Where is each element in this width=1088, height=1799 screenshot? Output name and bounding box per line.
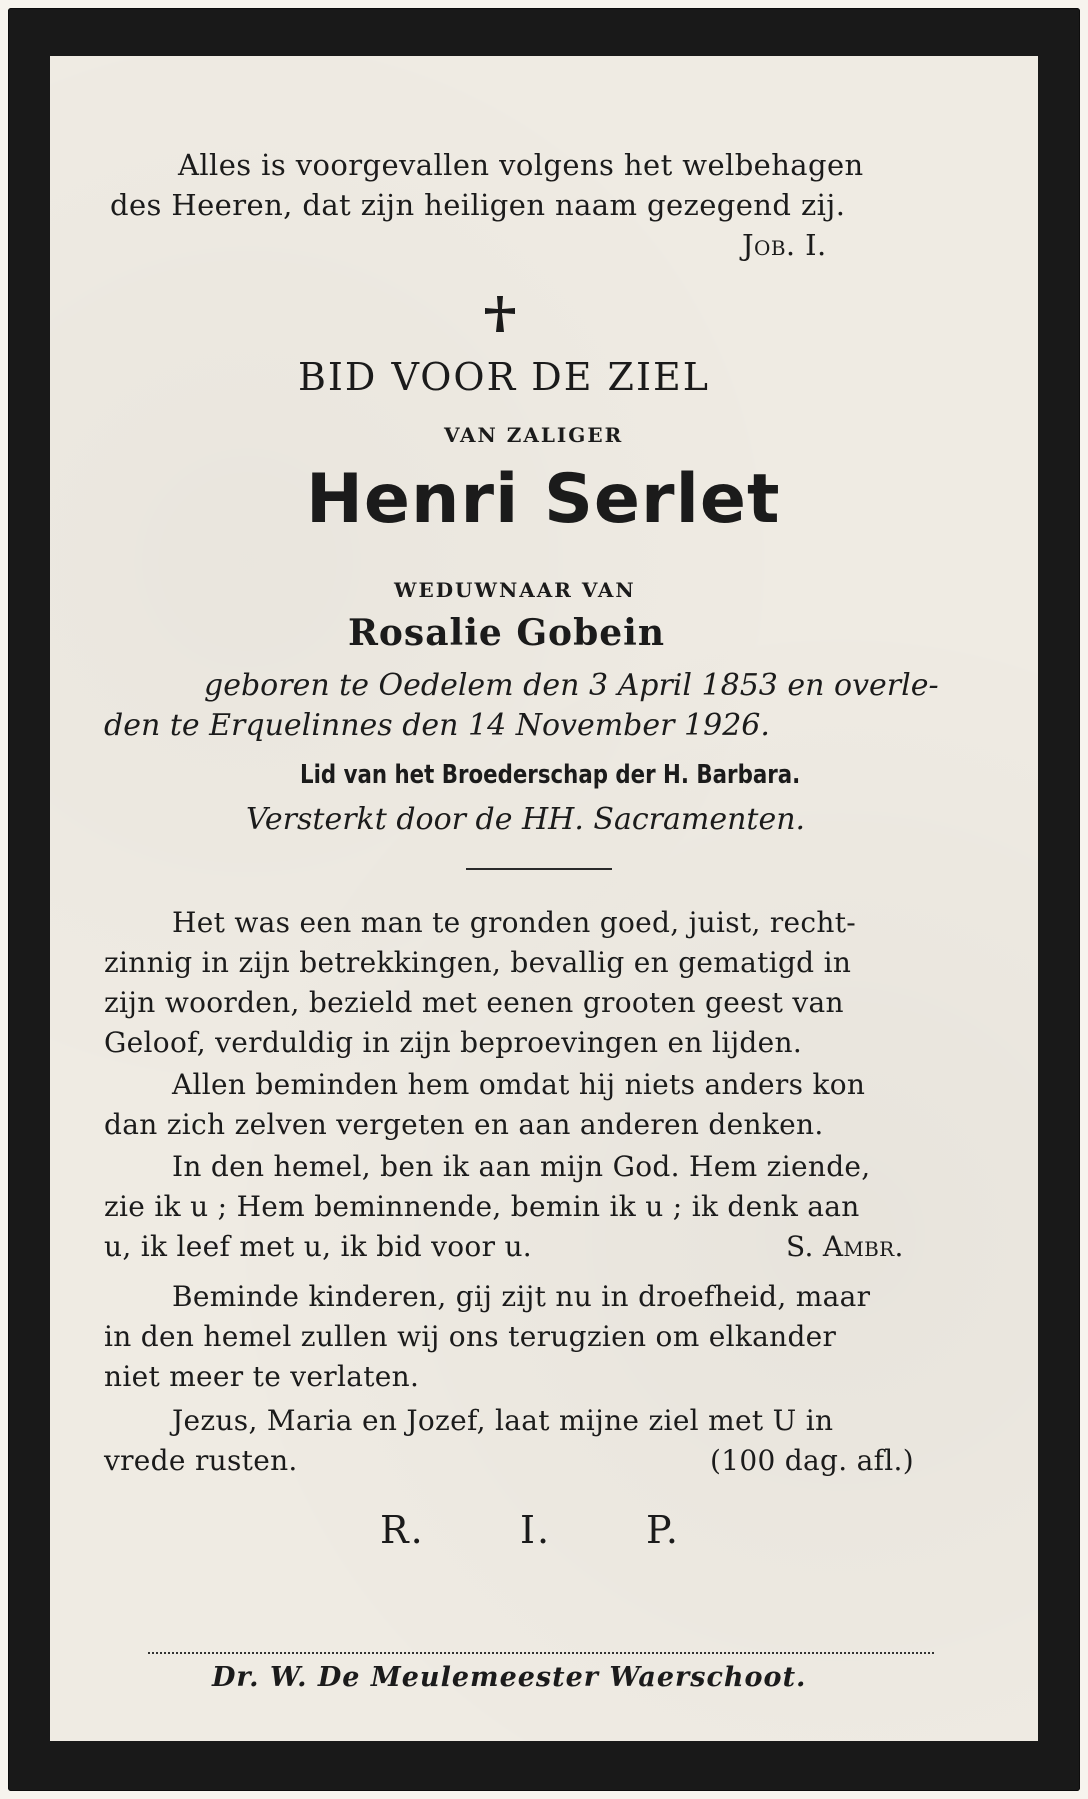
paragraph-5-line-1: Jezus, Maria en Jozef, laat mijne ziel met U in	[172, 1404, 834, 1437]
paragraph-2-line-2: dan zich zelven vergeten en aan anderen denken.	[104, 1108, 824, 1141]
paragraph-1-line-3: zijn woorden, bezield met eenen grooten geest van	[104, 986, 844, 1019]
paragraph-1-line-1: Het was een man te gronden goed, juist, recht-	[172, 906, 857, 939]
spouse-name: Rosalie Gobein	[348, 612, 665, 654]
van-zaliger-label: VAN ZALIGER	[444, 423, 624, 447]
printer-credit: Dr. W. De Meulemeester Waerschoot.	[212, 1662, 807, 1693]
paragraph-3-line-3: u, ik leef met u, ik bid voor u.	[104, 1230, 532, 1263]
paragraph-3-line-1: In den hemel, ben ik aan mijn God. Hem ziende,	[172, 1150, 871, 1183]
birth-death-line-1: geboren te Oedelem den 3 April 1853 en overle-	[204, 668, 939, 703]
quote-line-1: Alles is voorgevallen volgens het welbehagen	[178, 148, 864, 182]
deceased-name: Henri Serlet	[306, 460, 781, 539]
rip-i: I.	[520, 1508, 552, 1552]
paragraph-4-line-1: Beminde kinderen, gij zijt nu in droefheid, maar	[172, 1280, 871, 1313]
card-paper	[50, 56, 1038, 1741]
sacraments-line: Versterkt door de HH. Sacramenten.	[246, 802, 806, 837]
paragraph-4-line-3: niet meer te verlaten.	[104, 1360, 420, 1393]
printer-dotted-rule	[148, 1652, 934, 1654]
paragraph-3-line-2: zie ik u ; Hem beminnende, bemin ik u ; ik denk aan	[104, 1190, 860, 1223]
rip-r: R.	[380, 1508, 425, 1552]
widower-label: WEDUWNAAR VAN	[394, 578, 636, 602]
paragraph-5-line-2: vrede rusten.	[104, 1444, 298, 1477]
rip-p: P.	[646, 1508, 680, 1552]
paragraph-4-line-2: in den hemel zullen wij ons terugzien om elkander	[104, 1320, 837, 1353]
birth-death-line-2: den te Erquelinnes den 14 November 1926.	[104, 708, 770, 743]
paragraph-1-line-4: Geloof, verduldig in zijn beproevingen en lijden.	[104, 1026, 803, 1059]
indulgence-note: (100 dag. afl.)	[710, 1444, 914, 1477]
quote-line-2: des Heeren, dat zijn heiligen naam gezegend zij.	[110, 188, 846, 222]
quote-source: Job. I.	[742, 228, 827, 262]
brotherhood-line: Lid van het Broederschap der H. Barbara.	[300, 760, 801, 790]
pray-heading: BID VOOR DE ZIEL	[298, 355, 710, 399]
paragraph-1-line-2: zinnig in zijn betrekkingen, bevallig en gematigd in	[104, 946, 852, 979]
divider-rule	[466, 868, 612, 870]
paragraph-3-source: S. Ambr.	[786, 1230, 904, 1263]
paragraph-2-line-1: Allen beminden hem omdat hij niets anders kon	[172, 1068, 866, 1101]
cross-patee-icon	[480, 294, 520, 334]
